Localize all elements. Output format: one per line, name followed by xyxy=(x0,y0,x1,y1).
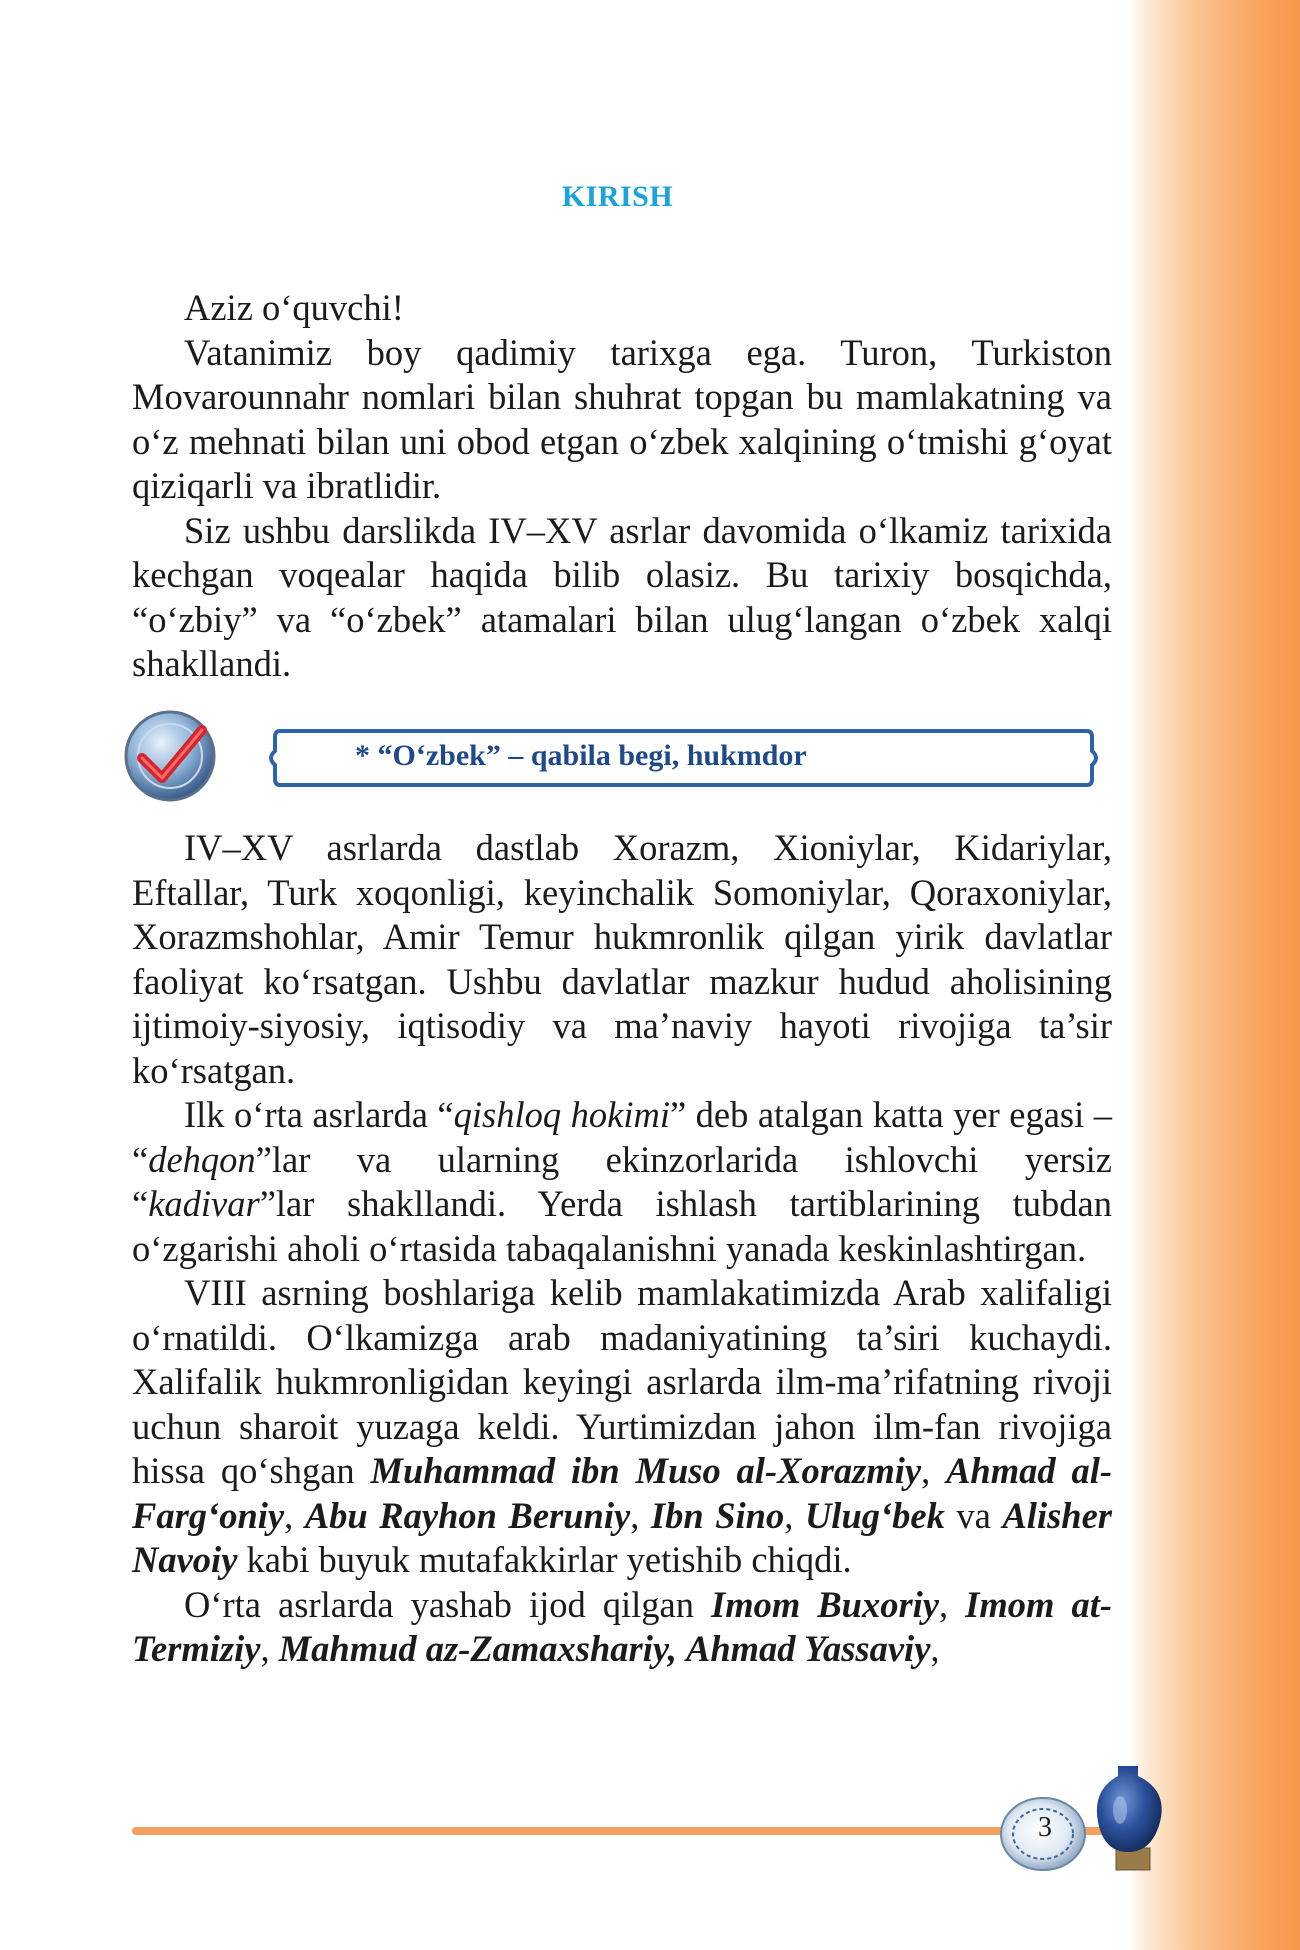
greeting: Aziz o‘quvchi! xyxy=(184,287,404,328)
intro-paragraph-2: Siz ushbu darslikda IV–XV asrlar davomida o‘lkamiz tarixida kechgan voqealar haqida bilib olasiz. Bu tarixiy bosqichda, “o‘zbiy” va “o‘zbek” atamalari bilan ulug‘langan o‘zbek xalqi shakllandi. xyxy=(132,509,1112,684)
paragraph-scholars: VIII asrning boshlariga kelib mamlakatimizda Arab xalifaligi o‘rnatildi. O‘lkamizga arab madaniyatining ta’siri kuchaydi. Xalifalik hukmronligidan keyingi asrlarda ilm-ma’rifatning rivoji uchun sharoit yuzaga keldi. Yurtimizdan jahon ilm-fan rivojiga hissa qo‘shgan Muhammad ibn Muso al-Xorazmiy, Ahmad al-Farg‘oniy, Abu Rayhon Beruniy, Ibn Sino, Ulug‘bek va Alisher Navoiy kabi buyuk mutafakkirlar yetishib chiqdi. xyxy=(132,1272,1113,1580)
paragraph-states: IV–XV asrlarda dastlab Xorazm, Xioniylar, Kidariylar, Eftallar, Turk xoqonligi, keyinchalik Somoniylar, Qoraxoniylar, Xorazmshohlar, Amir Temur hukmronlik qilgan yirik davlatlar faoliyat ko‘rsatgan. Ushbu davlatlar mazkur hudud aholisining ijtimoiy-siyosiy, iqtisodiy va ma’naviy hayoti rivojiga ta’sir ko‘rsatgan. xyxy=(132,827,1112,1091)
orange-side-band xyxy=(1128,0,1300,1950)
checkmark-emblem-icon xyxy=(122,708,218,804)
paragraph-theologians: O‘rta asrlarda yashab ijod qilgan Imom Buxoriy, Imom at-Termiziy, Mahmud az-Zamaxshariy, Ahmad Yassaviy, xyxy=(132,1583,1112,1669)
page-number: 3 xyxy=(1038,1812,1052,1843)
main-section xyxy=(132,826,1112,1672)
rubric-heading: * “O‘zbek” – qabila begi, hukmdor xyxy=(355,739,807,772)
paragraph-dehqon: Ilk o‘rta asrlarda “qishloq hokimi” deb atalgan katta yer egasi – “dehqon”lar va ularning ekinzorlarida ishlovchi yersiz “kadivar”lar shakllandi. Yerda ishlash tartiblarining tubdan o‘zgarishi aholi o‘rtasida tabaqalanishni yanada keskinlashtirgan. xyxy=(132,1094,1112,1269)
intro-section xyxy=(132,286,1112,687)
intro-paragraph-1: Vatanimiz boy qadimiy tarixga ega. Turon, Turkiston Movarounnahr nomlari bilan shuhrat topgan bu mamlakatning va o‘z mehnati bilan uni obod etgan o‘zbek xalqining o‘tmishi g‘oyat qiziqarli va ibratlidir. xyxy=(132,331,1112,506)
page-title: KIRISH xyxy=(561,180,674,213)
